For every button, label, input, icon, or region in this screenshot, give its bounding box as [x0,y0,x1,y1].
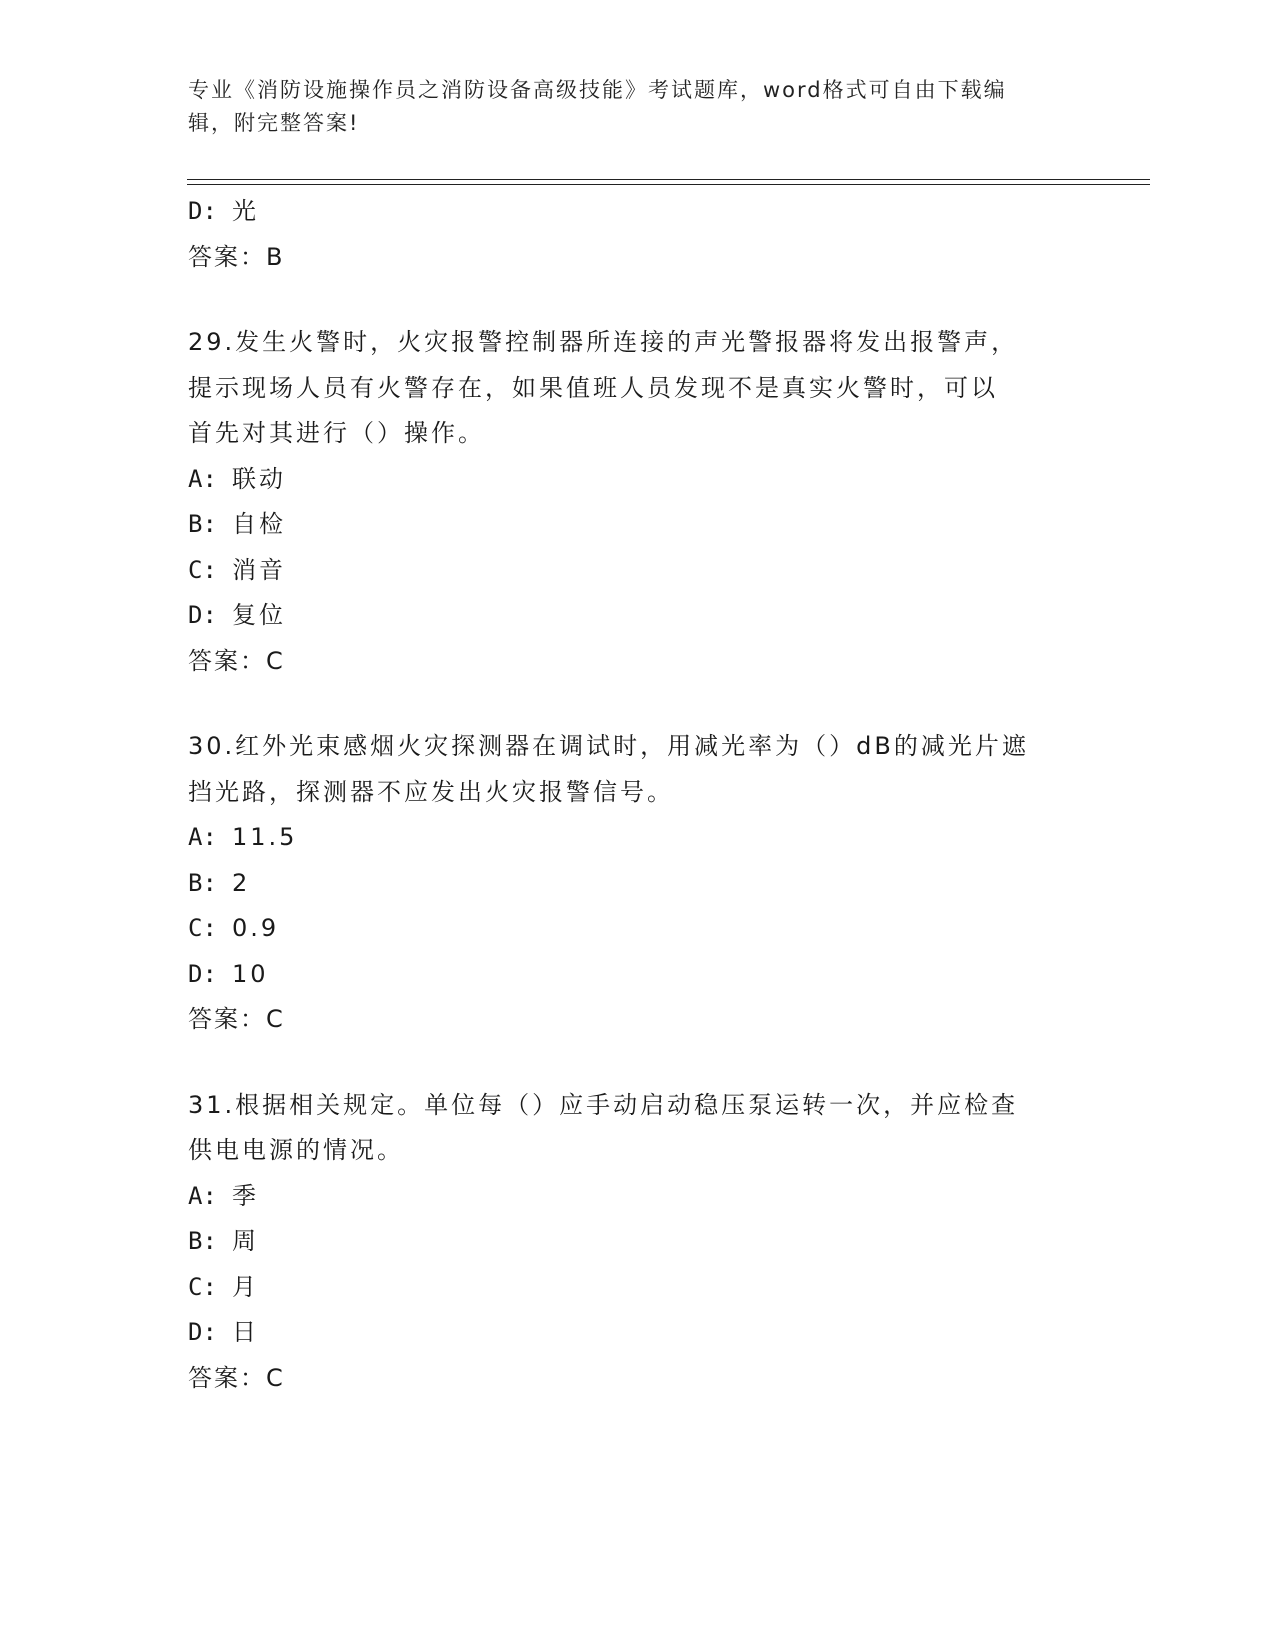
option-text: 复位 [232,601,286,629]
option-text: 11.5 [232,823,298,851]
header-divider-top [187,179,1150,180]
option-label: D: [188,197,217,225]
option-label: D: [188,1318,217,1346]
option-row [188,189,1088,235]
option-label: C: [188,555,217,584]
option-d [188,1310,1088,1356]
question-29 [188,320,1088,684]
question-text-line: 29.发生火警时，火灾报警控制器所连接的声光警报器将发出报警声， [188,328,1019,356]
option-label: B: [188,868,217,897]
option-text: 10 [232,959,269,988]
option-text: 联动 [232,464,286,493]
question-30 [188,724,1088,1043]
option-label: C: [188,1272,217,1301]
option-label: A: [188,823,217,851]
option-label: B: [188,1227,217,1255]
option-label: A: [188,464,217,493]
option-label: D: [188,959,217,988]
option-text: 周 [232,1227,259,1255]
question-text-line: 首先对其进行（）操作。 [188,419,485,447]
option-label: A: [188,1181,217,1210]
option-label: C: [188,914,217,942]
option-label: D: [188,601,217,629]
option-a [188,457,1088,503]
option-text: 日 [232,1318,259,1346]
question-text [188,1083,1088,1174]
answer-line: 答案：C [188,1005,285,1033]
option-b [188,861,1088,907]
question-text-line: 供电电源的情况。 [188,1136,404,1164]
question-31 [188,1083,1088,1402]
option-c [188,906,1088,952]
option-d [188,952,1088,998]
option-c [188,1265,1088,1311]
previous-question-tail [188,189,1088,280]
document-header [188,74,1068,140]
option-c [188,548,1088,594]
question-text-line: 30.红外光束感烟火灾探测器在调试时，用减光率为（）dB的减光片遮 [188,732,1029,760]
question-text-line: 挡光路，探测器不应发出火灾报警信号。 [188,777,674,806]
option-text: 季 [232,1181,259,1210]
question-text [188,724,1088,815]
option-b [188,1219,1088,1265]
header-divider-bottom [187,184,1150,185]
option-b [188,502,1088,548]
answer-line: 答案：C [188,646,285,675]
header-line-1: 专业《消防设施操作员之消防设备高级技能》考试题库，word格式可自由下载编 [188,78,1007,102]
option-label: B: [188,510,217,538]
answer-line: 答案：B [188,242,285,271]
option-text: 月 [232,1272,259,1301]
option-text: 光 [232,197,259,225]
option-a [188,815,1088,861]
header-line-2: 辑，附完整答案! [188,111,360,135]
option-text: 0.9 [232,914,280,942]
answer-line: 答案：C [188,1363,285,1392]
question-text-line: 31.根据相关规定。单位每（）应手动启动稳压泵运转一次，并应检查 [188,1090,1019,1119]
option-a [188,1174,1088,1220]
question-text [188,320,1088,457]
option-text: 自检 [232,510,286,538]
option-text: 2 [232,868,251,897]
question-list [188,189,1088,1401]
option-text: 消音 [232,555,286,584]
option-d [188,593,1088,639]
question-text-line: 提示现场人员有火警存在，如果值班人员发现不是真实火警时，可以 [188,373,998,402]
